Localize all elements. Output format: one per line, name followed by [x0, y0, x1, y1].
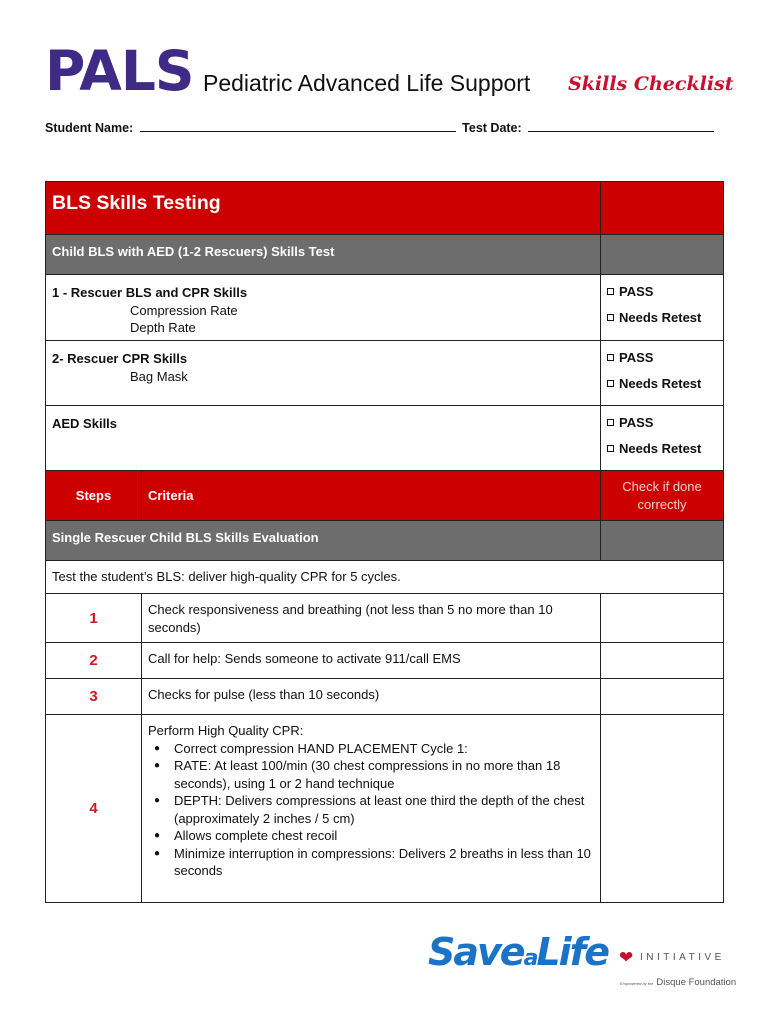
result-options	[601, 341, 724, 406]
step-number: 1	[46, 594, 142, 643]
checkbox-icon[interactable]	[607, 288, 614, 295]
step-number: 4	[46, 715, 142, 903]
pass-option[interactable]	[607, 414, 717, 440]
heart-icon: ❤	[619, 948, 634, 967]
skill-title: 2- Rescuer CPR Skills	[52, 351, 188, 366]
pass-label: PASS	[619, 415, 654, 430]
step-check-cell[interactable]	[601, 679, 724, 715]
test-date-field[interactable]	[528, 121, 714, 132]
step-check-cell[interactable]	[601, 643, 724, 679]
logo-initiative-text: INITIATIVE	[640, 952, 725, 963]
evaluation-header-row	[46, 471, 724, 521]
criteria-bullet: ● Correct compression HAND PLACEMENT Cycle 1:	[174, 740, 594, 758]
logo-wordmark	[428, 930, 608, 974]
evaluation-section-row	[46, 521, 724, 561]
result-options	[601, 406, 724, 471]
checklist-label: Skills Checklist	[568, 73, 734, 95]
checkbox-icon[interactable]	[607, 380, 614, 387]
skill-cell	[46, 275, 601, 341]
step-check-cell[interactable]	[601, 594, 724, 643]
table-row	[46, 715, 724, 903]
student-info-line	[45, 121, 717, 135]
steps-column-header: Steps	[46, 471, 142, 521]
step-criteria-text: Perform High Quality CPR:	[148, 723, 304, 738]
step-criteria: Checks for pulse (less than 10 seconds)	[142, 679, 601, 715]
student-name-label: Student Name:	[45, 121, 134, 135]
retest-label: Needs Retest	[619, 376, 702, 391]
skill-row	[46, 275, 724, 341]
pass-option[interactable]	[607, 349, 717, 375]
bls-subtitle: Child BLS with AED (1-2 Rescuers) Skills Test	[46, 235, 601, 275]
criteria-bullet: ● RATE: At least 100/min (30 chest compressions in no more than 18 seconds), using 1 or 2 hand technique	[174, 757, 594, 792]
pass-label: PASS	[619, 284, 654, 299]
page-header	[45, 39, 735, 103]
test-date-label: Test Date:	[462, 121, 522, 135]
pals-logo-text: PALS	[45, 39, 194, 103]
check-column-header: Check if done correctly	[601, 471, 724, 521]
pass-option[interactable]	[607, 283, 717, 309]
student-name-field[interactable]	[140, 121, 456, 132]
step-criteria: Check responsiveness and breathing (not less than 5 no more than 10 seconds)	[142, 594, 601, 643]
retest-option[interactable]	[607, 440, 717, 466]
evaluation-section-title: Single Rescuer Child BLS Skills Evaluation	[46, 521, 601, 561]
bls-title: BLS Skills Testing	[46, 182, 601, 235]
evaluation-intro: Test the student’s BLS: deliver high-quality CPR for 5 cycles.	[46, 561, 724, 594]
result-options	[601, 275, 724, 341]
criteria-column-header: Criteria	[142, 471, 601, 521]
skill-cell	[46, 406, 601, 471]
step-check-cell[interactable]	[601, 715, 724, 903]
bls-title-row	[46, 182, 724, 235]
checkbox-icon[interactable]	[607, 445, 614, 452]
skill-detail: Depth Rate	[130, 320, 196, 335]
logo-life-text: Life	[536, 930, 608, 974]
skill-title: AED Skills	[52, 416, 118, 431]
step-number: 2	[46, 643, 142, 679]
table-row	[46, 679, 724, 715]
evaluation-intro-row	[46, 561, 724, 594]
skill-row	[46, 341, 724, 406]
logo-foundation	[620, 977, 736, 988]
step-number: 3	[46, 679, 142, 715]
step-criteria: Call for help: Sends someone to activate 911/call EMS	[142, 643, 601, 679]
step-criteria	[142, 715, 601, 903]
retest-label: Needs Retest	[619, 310, 702, 325]
skills-table	[45, 181, 724, 903]
checkbox-icon[interactable]	[607, 314, 614, 321]
logo-save-text: Save	[428, 930, 524, 974]
skill-row	[46, 406, 724, 471]
criteria-bullet: ● Allows complete chest recoil	[174, 827, 594, 845]
logo-powered-by: Empowered by the	[620, 981, 654, 986]
retest-label: Needs Retest	[619, 441, 702, 456]
skill-detail: Bag Mask	[130, 368, 188, 384]
retest-option[interactable]	[607, 309, 717, 335]
checkbox-icon[interactable]	[607, 419, 614, 426]
table-row	[46, 594, 724, 643]
skill-cell	[46, 341, 601, 406]
logo-foundation-text: Disque Foundation	[656, 977, 737, 988]
skill-detail: Compression Rate	[130, 302, 238, 318]
retest-option[interactable]	[607, 375, 717, 401]
pass-label: PASS	[619, 350, 654, 365]
checkbox-icon[interactable]	[607, 354, 614, 361]
logo-a-text: a	[523, 946, 537, 971]
table-row	[46, 643, 724, 679]
page-subtitle: Pediatric Advanced Life Support	[203, 70, 531, 96]
criteria-bullet-list	[148, 740, 594, 880]
bls-subtitle-row	[46, 235, 724, 275]
criteria-bullet: ● DEPTH: Delivers compressions at least one third the depth of the chest (approximately 2 inches / 5 cm)	[174, 792, 594, 827]
criteria-bullet: ● Minimize interruption in compressions: Delivers 2 breaths in less than 10 seconds	[174, 845, 594, 880]
skill-title: 1 - Rescuer BLS and CPR Skills	[52, 285, 248, 300]
save-a-life-logo	[428, 930, 738, 990]
